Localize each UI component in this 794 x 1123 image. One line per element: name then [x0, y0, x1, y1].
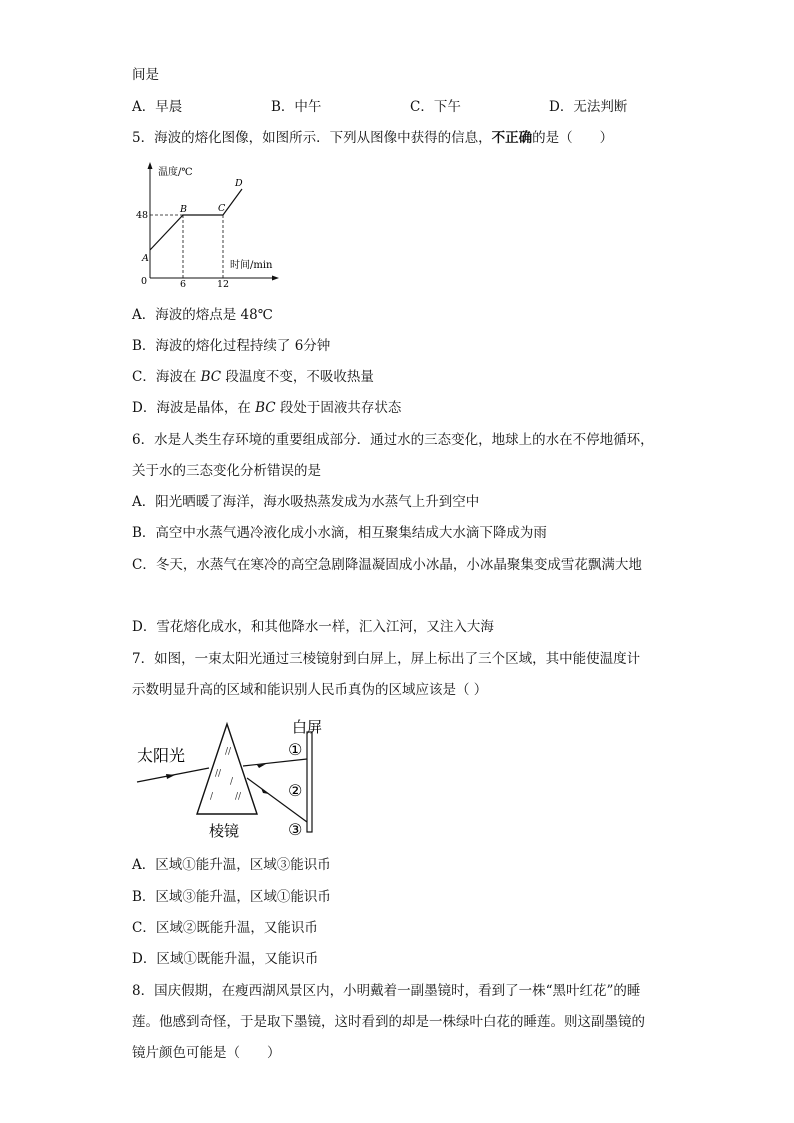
ray-top	[243, 759, 307, 766]
q5-option-d-pre: D．海波是晶体，在	[132, 400, 256, 416]
q6-option-c: C．冬天，水蒸气在寒冷的高空急剧降温凝固成小冰晶，小冰晶聚集变成雪花飘满大地	[132, 557, 642, 573]
point-b-label: B	[180, 204, 187, 215]
screen-label: 白屏	[292, 718, 323, 736]
graph-origin: 0	[141, 276, 148, 287]
q8-stem-3: 镜片颜色可能是（ ）	[132, 1045, 281, 1061]
q6-stem-1: 6．水是人类生存环境的重要组成部分．通过水的三态变化，地球上的水在不停地循环，	[132, 432, 654, 448]
q5-option-c-it: BC	[200, 369, 222, 385]
q5-stem-bold: 不正确	[491, 130, 533, 146]
white-screen	[307, 732, 312, 832]
point-a-label: A	[142, 253, 149, 264]
graph-y-tick-48: 48	[136, 210, 149, 221]
q5-option-c	[132, 368, 374, 386]
q8-stem-1: 8．国庆假期，在瘦西湖风景区内，小明戴着一副墨镜时，看到了一株“黑叶红花”的睡	[132, 983, 641, 999]
q5-stem-post: 的是（ ）	[532, 130, 614, 146]
q7-option-b: B．区域③能升温，区域①能识币	[132, 889, 331, 905]
region-2-label: ②	[288, 781, 303, 800]
graph-x-tick-12: 12	[217, 279, 230, 290]
q6-option-d: D．雪花熔化成水，和其他降水一样，汇入江河，又注入大海	[132, 619, 494, 635]
q7-option-c: C．区域②既能升温，又能识币	[132, 920, 318, 936]
svg-text:/: /	[210, 792, 214, 802]
melting-curve	[150, 189, 242, 250]
x-axis-arrow	[272, 276, 279, 281]
q4-stem-tail: 间是	[132, 67, 159, 83]
q5-option-c-pre: C．海波在	[132, 369, 201, 385]
q7-option-d: D．区域①既能升温，又能识币	[132, 951, 319, 967]
point-d-label: D	[235, 178, 243, 189]
q4-option-a: A．早晨	[132, 99, 183, 115]
prism-label: 棱镜	[209, 822, 240, 840]
svg-text://: //	[215, 769, 222, 779]
q6-stem-2: 关于水的三态变化分析错误的是	[132, 463, 321, 479]
q4-option-b: B．中午	[271, 99, 322, 115]
point-c-label: C	[218, 203, 226, 214]
q5-melting-graph	[135, 160, 285, 295]
q7-stem-2: 示数明显升高的区域和能识别人民币真伪的区域应该是（ ）	[132, 682, 488, 698]
region-1-label: ①	[288, 740, 303, 759]
q4-option-c: C．下午	[410, 99, 461, 115]
q7-option-a: A．区域①能升温，区域③能识币	[132, 857, 331, 873]
q5-option-a: A．海波的熔点是 48℃	[132, 307, 273, 323]
q5-option-d-it: BC	[255, 400, 276, 416]
q4-options	[132, 98, 732, 116]
q8-stem-2: 莲。他感到奇怪，于是取下墨镜，这时看到的却是一株绿叶白花的睡莲。则这副墨镜的	[132, 1014, 645, 1030]
q7-prism-diagram	[135, 714, 335, 840]
q4-option-d: D．无法判断	[549, 99, 628, 115]
svg-text://: //	[235, 792, 242, 802]
y-axis-arrow	[148, 162, 153, 169]
q5-stem	[132, 129, 613, 147]
q5-option-d-post: 段处于固液共存状态	[275, 400, 402, 416]
graph-ylabel: 温度/℃	[158, 167, 193, 178]
svg-text://: //	[225, 747, 232, 757]
q7-stem-1: 7．如图，一束太阳光通过三棱镜射到白屏上，屏上标出了三个区域，其中能使温度计	[132, 651, 641, 667]
region-3-label: ③	[288, 820, 303, 839]
q5-option-c-post: 段温度不变，不吸收热量	[221, 369, 374, 385]
q5-option-d	[132, 399, 401, 417]
sunlight-label: 太阳光	[137, 746, 186, 765]
graph-xlabel: 时间/min	[230, 260, 273, 271]
q5-stem-pre: 5．海波的熔化图像，如图所示．下列从图像中获得的信息，	[132, 130, 492, 146]
q5-option-b: B．海波的熔化过程持续了 6分钟	[132, 338, 331, 354]
svg-text:/: /	[230, 777, 234, 787]
graph-x-tick-6: 6	[180, 279, 187, 290]
q6-option-a: A．阳光晒暖了海洋，海水吸热蒸发成为水蒸气上升到空中	[132, 494, 480, 510]
q6-option-b: B．高空中水蒸气遇冷液化成小水滴，相互聚集结成大水滴下降成为雨	[132, 525, 547, 541]
